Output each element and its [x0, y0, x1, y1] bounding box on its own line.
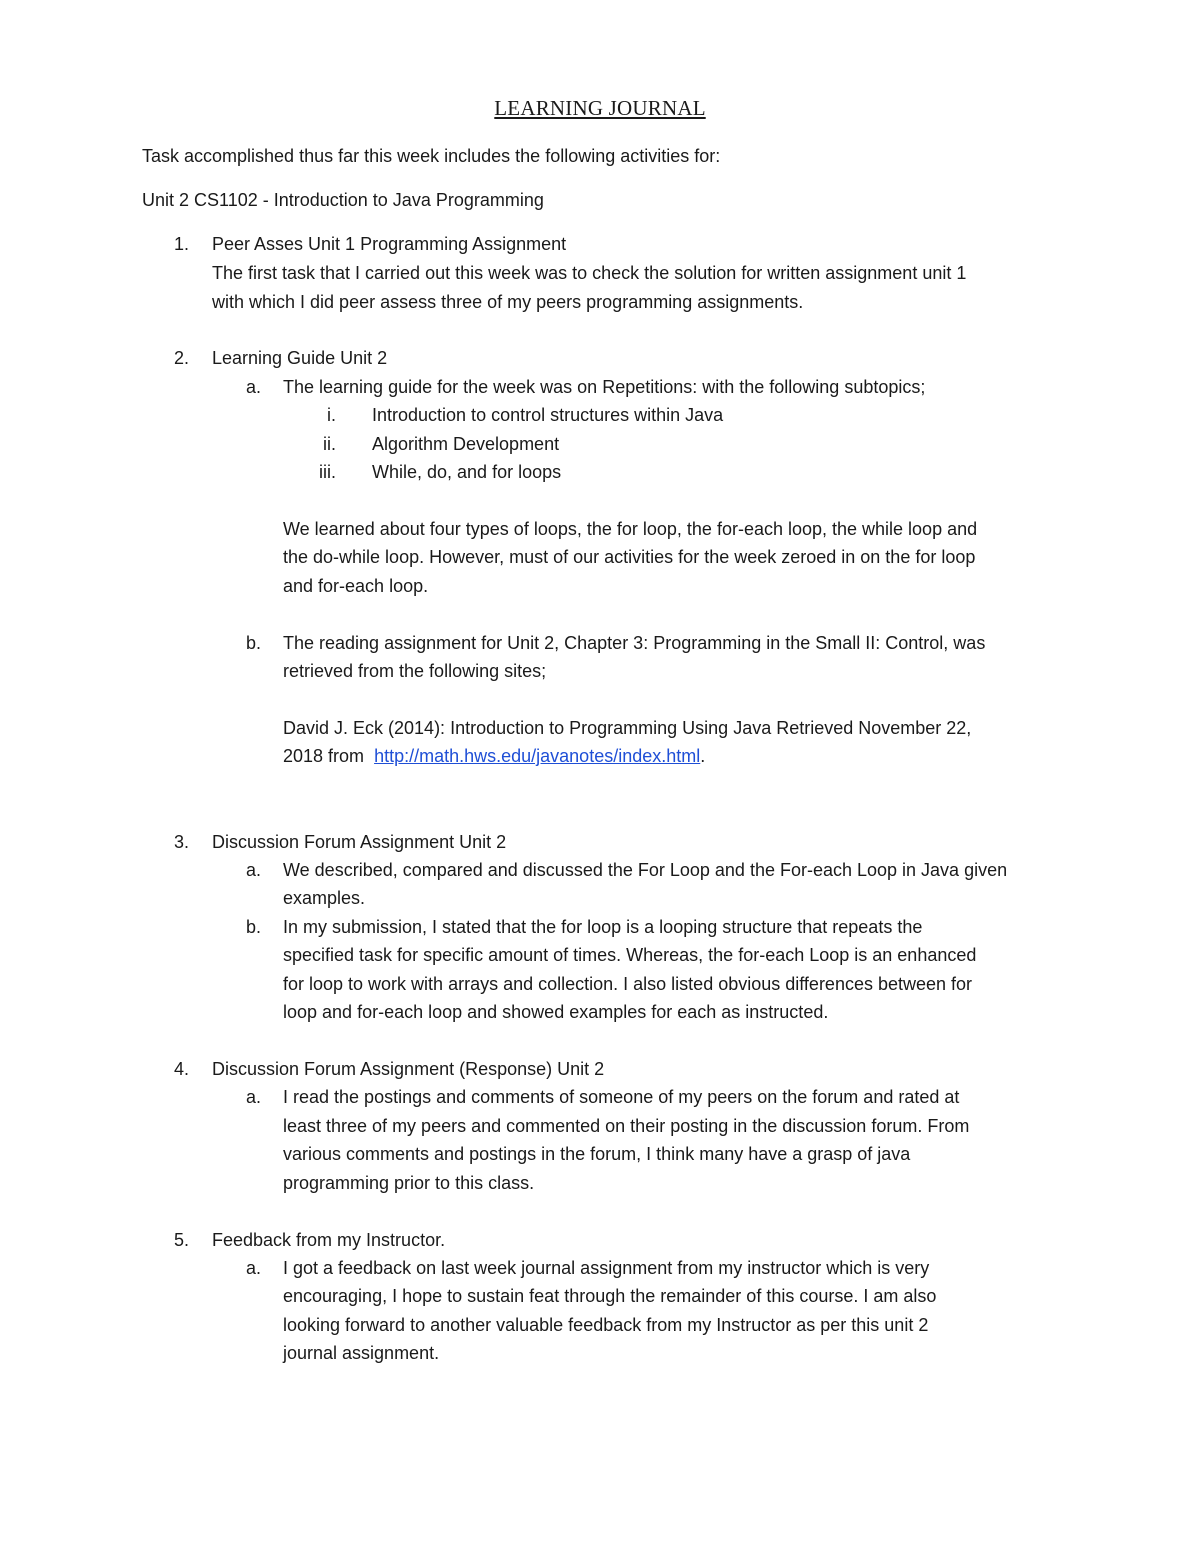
citation-link[interactable]: http://math.hws.edu/javanotes/index.html [374, 746, 701, 766]
sub-item-line: various comments and postings in the forum, I think many have a grasp of java [283, 1144, 911, 1164]
sub-marker: a. [246, 1087, 262, 1107]
unit-line: Unit 2 CS1102 - Introduction to Java Programming [142, 190, 544, 210]
sub-item-line: I read the postings and comments of someone of my peers on the forum and rated at [283, 1087, 960, 1107]
page-title: LEARNING JOURNAL [494, 96, 706, 120]
item-heading: Feedback from my Instructor. [212, 1230, 446, 1250]
sub-item-line: The reading assignment for Unit 2, Chapter 3: Programming in the Small II: Control, was [283, 633, 986, 653]
citation-line [283, 742, 705, 771]
sub-item-line: for loop to work with arrays and collection. I also listed obvious differences between for [283, 974, 973, 994]
item-body-line: with which I did peer assess three of my peers programming assignments. [212, 292, 804, 312]
sub-item-line: journal assignment. [283, 1343, 440, 1363]
item-body-line: The first task that I carried out this week was to check the solution for written assignment unit 1 [212, 263, 967, 283]
paragraph-line: the do-while loop. However, must of our activities for the week zeroed in on the for loop [283, 547, 976, 567]
citation-suffix: . [700, 746, 706, 766]
list-marker: 5. [174, 1230, 190, 1250]
sub-marker: a. [246, 860, 262, 880]
sub-marker: a. [246, 1258, 262, 1278]
sub-item-line: In my submission, I stated that the for loop is a looping structure that repeats the [283, 917, 923, 937]
sub-item-line: looking forward to another valuable feedback from my Instructor as per this unit 2 [283, 1315, 929, 1335]
sub-item-line: programming prior to this class. [283, 1173, 535, 1193]
sub-item-line: We described, compared and discussed the For Loop and the For-each Loop in Java given [283, 860, 1008, 880]
item-heading: Learning Guide Unit 2 [212, 348, 388, 368]
sub-item-line: The learning guide for the week was on Repetitions: with the following subtopics; [283, 377, 926, 397]
roman-item: Algorithm Development [372, 434, 560, 454]
sub-marker: a. [246, 377, 262, 397]
roman-item: Introduction to control structures within Java [372, 405, 724, 425]
sub-item-line: encouraging, I hope to sustain feat through the remainder of this course. I am also [283, 1286, 937, 1306]
citation-prefix: 2018 from [283, 746, 365, 766]
item-heading: Discussion Forum Assignment Unit 2 [212, 832, 507, 852]
item-heading: Peer Asses Unit 1 Programming Assignment [212, 234, 567, 254]
item-heading: Discussion Forum Assignment (Response) Unit 2 [212, 1059, 605, 1079]
sub-item-line: least three of my peers and commented on their posting in the discussion forum. From [283, 1116, 970, 1136]
sub-item-line: retrieved from the following sites; [283, 661, 547, 681]
paragraph-line: and for-each loop. [283, 576, 429, 596]
list-marker: 3. [174, 832, 190, 852]
sub-marker: b. [246, 917, 262, 937]
paragraph-line: We learned about four types of loops, the for loop, the for-each loop, the while loop and [283, 519, 978, 539]
sub-item-line: examples. [283, 888, 366, 908]
intro-text: Task accomplished thus far this week includes the following activities for: [142, 146, 721, 166]
list-marker: 4. [174, 1059, 190, 1079]
sub-item-line: specified task for specific amount of times. Whereas, the for-each Loop is an enhanced [283, 945, 977, 965]
list-marker: 1. [174, 234, 190, 254]
sub-item-line: loop and for-each loop and showed examples for each as instructed. [283, 1002, 829, 1022]
sub-item-line: I got a feedback on last week journal assignment from my instructor which is very [283, 1258, 930, 1278]
roman-item: While, do, and for loops [372, 462, 562, 482]
roman-marker: i. [327, 405, 336, 425]
roman-marker: iii. [319, 462, 336, 482]
sub-marker: b. [246, 633, 262, 653]
list-marker: 2. [174, 348, 190, 368]
citation-line: David J. Eck (2014): Introduction to Programming Using Java Retrieved November 22, [283, 718, 972, 738]
roman-marker: ii. [323, 434, 336, 454]
